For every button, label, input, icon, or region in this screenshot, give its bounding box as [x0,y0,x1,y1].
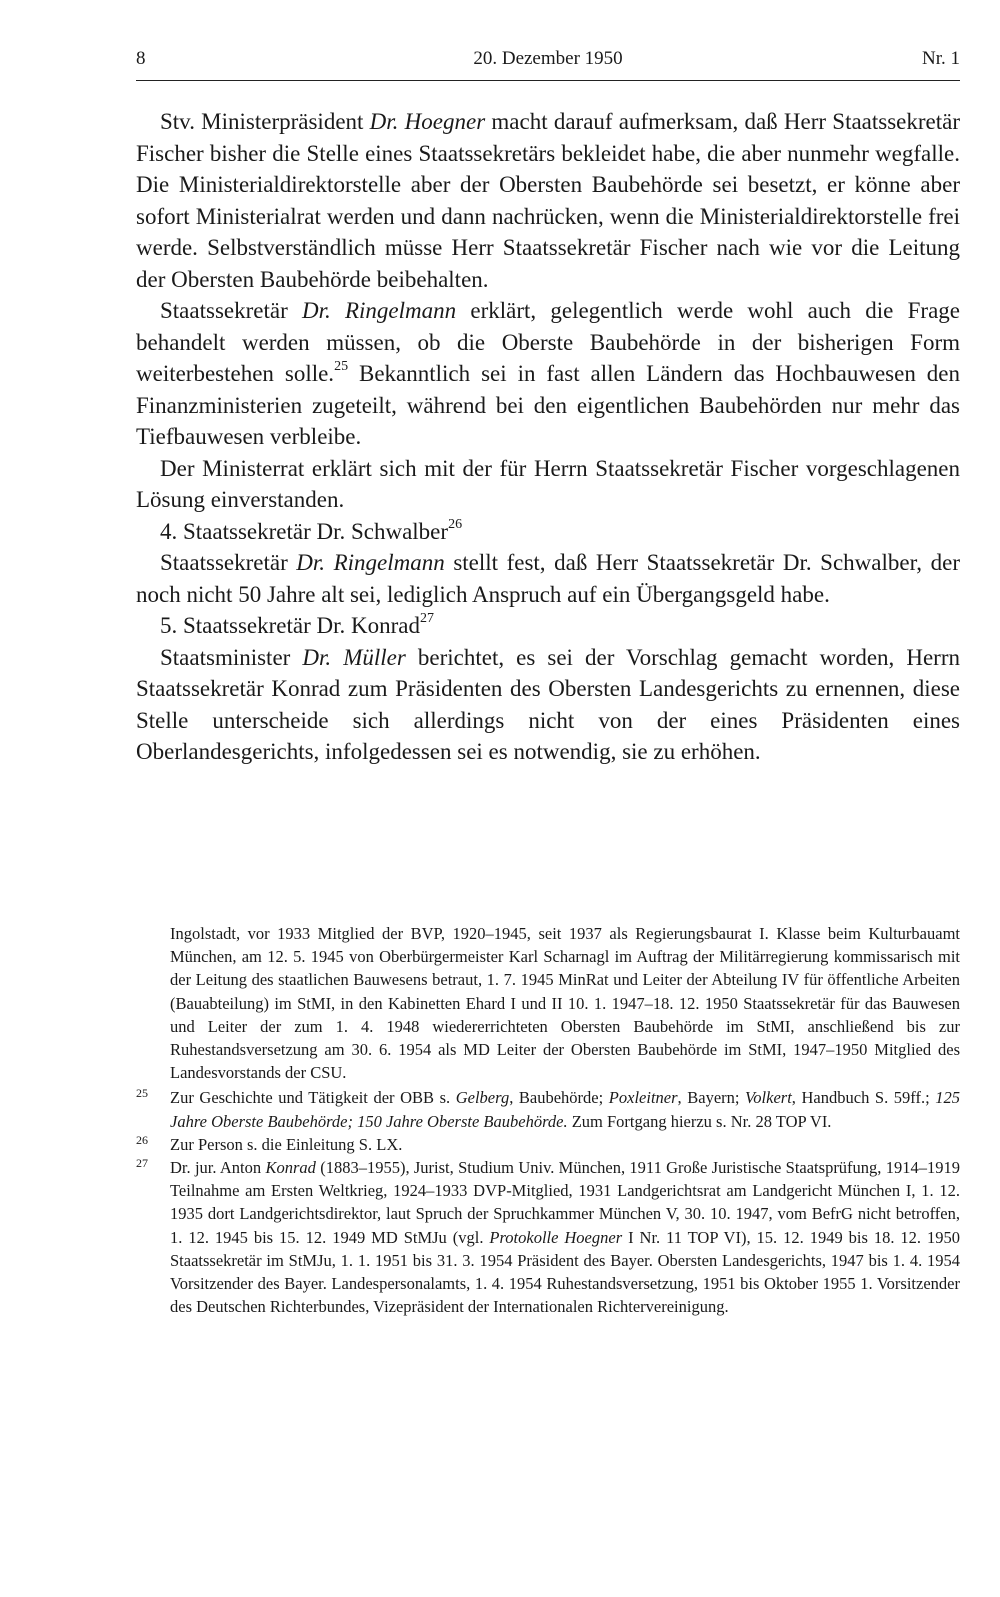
text-run: Stv. Ministerpräsident [160,109,370,134]
paragraph-ringelmann-1 [136,295,960,453]
text-run: Staatssekretär [160,298,302,323]
footnote-continuation: Ingolstadt, vor 1933 Mitglied der BVP, 1920–1945, seit 1937 als Regierungsbaurat I. Klasse beim Kulturbauamt München, am 12. 5. 1945 von Oberbürgermeister Karl Scharnagl im Auftrag der Militärregierung kommissarisch mit der Leitung des staatlichen Bauwesens betraut, 1. 7. 1945 MinRat und Leiter der Abteilung IV für öffentliche Arbeiten (Bauabteilung) im StMI, in den Kabinetten Ehard I und II 10. 1. 1947–18. 12. 1950 Staatssekretär für das Bauwesen und Leiter der zum 1. 4. 1948 wiedererrichteten Obersten Baubehörde im StMI, anschließend bis zur Ruhestandsversetzung am 30. 6. 1954 als MD Leiter der Obersten Baubehörde im StMI, 1947–1950 Mitglied des Landesvorstands der CSU. [170,924,960,1083]
paragraph-ringelmann-2 [136,547,960,610]
speaker-name: Müller [343,644,406,670]
text-run: Zum Fortgang hierzu s. Nr. 28 TOP VI. [567,1111,832,1131]
speaker-name: Ringelmann [344,298,457,323]
author-name: Poxleitner [608,1088,678,1108]
footnote-number: 27 [136,1156,148,1171]
footnotes [136,922,960,1318]
text-run: erklärt, gelegentlich werde wohl auch die Frage behandelt werden müssen, ob die Oberste Baubehörde in der bisherigen Form weiterbestehen solle. [136,298,960,386]
text-run: , Handbuch S. 59ff.; [791,1088,936,1108]
paragraph-hoegner [136,106,960,295]
text-run: Dr. jur. Anton [170,1158,266,1178]
text-run: Zur Geschichte und Tätigkeit der OBB s. [170,1088,456,1108]
text-run: Staatsminister [160,644,303,670]
work-title: Protokolle Hoegner [489,1227,623,1247]
footnote-25 [136,1086,960,1132]
main-text [136,106,960,768]
agenda-item-title: 4. Staatssekretär Dr. Schwalber [160,518,449,544]
text-run: stellt fest, daß Herr Staatssekretär Dr. Schwalber, der noch nicht 50 Jahre alt sei, lediglich Anspruch auf ein Übergangsgeld habe. [136,550,960,607]
page-number: 8 [136,48,146,69]
author-name: Volkert [745,1088,792,1108]
work-title: 125 Jahre Oberste Baubehörde; 150 Jahre Oberste Baubehörde. [170,1088,960,1131]
text-run: Staatssekretär [160,550,297,575]
author-name: Gelberg [455,1088,510,1108]
agenda-item-title: 5. Staatssekretär Dr. Konrad [160,613,420,638]
speaker-title: Dr. [296,550,334,575]
paragraph-mueller [136,642,960,768]
agenda-item-5 [136,610,960,642]
speaker-title: Dr. [302,644,344,670]
footnote-ref-27[interactable]: 27 [419,611,434,627]
person-name: Konrad [265,1158,316,1178]
footnote-27 [136,1156,960,1318]
speaker-name: Hoegner [404,109,486,134]
text-run: , Baubehörde; [509,1088,609,1108]
footnote-26 [136,1133,960,1156]
text-run: , Bayern; [677,1088,746,1108]
footnote-number: 25 [136,1086,148,1101]
header-date: 20. Dezember 1950 [473,48,623,69]
footnote-ref-25[interactable]: 25 [334,359,349,375]
text-run: berichtet, es sei der Vorschlag gemacht worden, Herrn Staatssekretär Konrad zum Präsidenten des Obersten Landesgerichts zu ernennen, diese Stelle unterscheide sich allerdings nicht von der eines Präsidenten eines Oberlandesgerichts, infolgedessen sei es notwendig, sie zu erhöhen. [136,644,961,764]
running-header [136,44,960,81]
text-run: (1883–1955), Jurist, Studium Univ. München, 1911 Große Juristische Staatsprüfung, 1914–1919 Teilnahme am Ersten Weltkrieg, 1924–1933 DVP-Mitglied, 1931 Landgerichtsrat am Landgericht München I, 1. 12. 1935 dort Landgerichtsdirektor, laut Spruch der Spruchkammer München V, 30. 10. 1947, vom BefrG nicht betroffen, 1. 12. 1945 bis 15. 12. 1949 MD StMJu (vgl. [170,1158,960,1247]
speaker-name: Ringelmann [333,550,445,575]
speaker-title: Dr. [301,298,345,323]
speaker-title: Dr. [369,109,405,134]
text-run: Bekanntlich sei in fast allen Ländern das Hochbauwesen den Finanzministerien zugeteilt, während bei den eigentlichen Baubehörden nur mehr das Tiefbauwesen verbleibe. [136,361,960,449]
header-protocol-number: Nr. 1 [922,48,960,69]
text-run: Zur Person s. die Einleitung S. LX. [170,1134,403,1154]
agenda-item-4 [136,516,960,548]
text-run: macht darauf aufmerksam, daß Herr Staatssekretär Fischer bisher die Stelle eines Staatssekretärs bekleidet habe, die aber nunmehr wegfalle. Die Ministerialdirektorstelle aber der Obersten Baubehörde sei besetzt, er könne aber sofort Ministerialrat werden und dann nachrücken, wenn die Ministerialdirektorstelle frei werde. Selbstverständlich müsse Herr Staatssekretär Fischer nach wie vor die Leitung der Obersten Baubehörde beibehalten. [136,109,960,292]
footnote-number: 26 [136,1132,148,1147]
text-run: I Nr. 11 TOP VI), 15. 12. 1949 bis 18. 12. 1950 Staatssekretär im StMJu, 1. 1. 1951 bis 31. 3. 1954 Präsident des Bayer. Obersten Landesgerichts, 1947 bis 1. 4. 1954 Vorsitzender des Bayer. Landespersonalamts, 1. 4. 1954 Ruhestandsversetzung, 1951 bis Oktober 1955 1. Vorsitzender des Deutschen Richterbundes, Vizepräsident der Internationalen Richtervereinigung. [170,1227,960,1317]
paragraph-decision: Der Ministerrat erklärt sich mit der für Herrn Staatssekretär Fischer vorgeschlagenen Lösung einverstanden. [136,455,960,512]
footnote-ref-26[interactable]: 26 [448,516,463,532]
